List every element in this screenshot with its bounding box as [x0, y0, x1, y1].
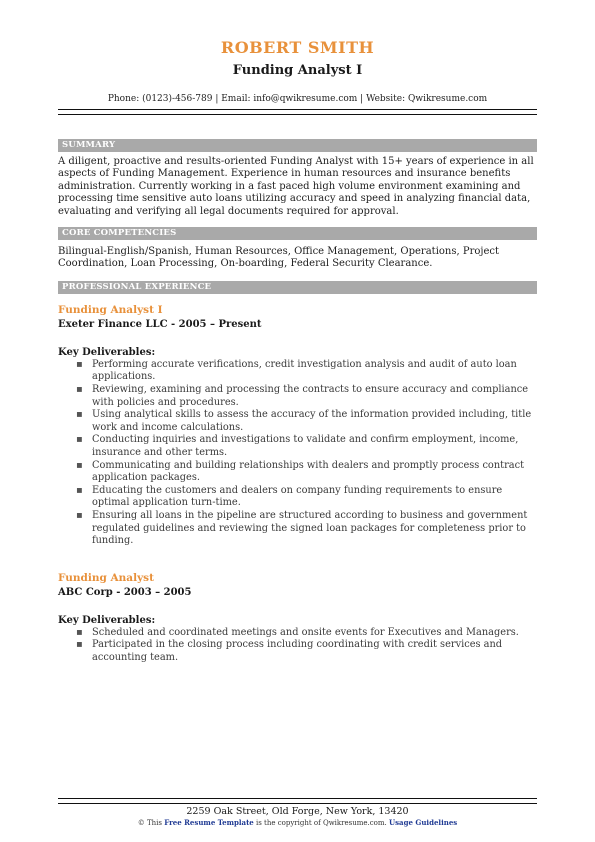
free-resume-template-link[interactable]: Free Resume Template — [164, 818, 254, 827]
competencies-text: Bilingual-English/Spanish, Human Resources, Office Management, Operations, Project Coordination, Loan Processing, On-boarding, Federal Security Clearance. — [58, 246, 500, 270]
copyright-prefix: © This — [137, 819, 165, 827]
bullet-icon: ▪ — [76, 509, 83, 521]
job-title: Funding Analyst I — [58, 303, 163, 316]
bullet-icon: ▪ — [76, 639, 83, 651]
copyright-middle: is the copyright of Qwikresume.com. — [253, 819, 389, 827]
key-deliverables-label: Key Deliverables: — [58, 614, 156, 626]
key-deliverables-label: Key Deliverables: — [58, 346, 156, 358]
competencies-heading: CORE COMPETENCIES — [58, 227, 537, 240]
usage-guidelines-link[interactable]: Usage Guidelines — [388, 818, 458, 827]
list-item — [76, 484, 537, 510]
list-item-text: Ensuring all loans in the pipeline are structured according to business and government regulated guidelines and reviewing the signed loan packages for completeness prior to funding. — [92, 509, 528, 547]
contact-line: Phone: (0123)-456-789 | Email: info@qwikresume.com | Website: Qwikresume.com — [107, 94, 488, 104]
list-item-text: Scheduled and coordinated meetings and onsite events for Executives and Managers. — [92, 626, 519, 638]
list-item-text: Communicating and building relationships with dealers and promptly process contract application packages. — [92, 459, 525, 484]
list-item-text: Participated in the closing process including coordinating with credit services and accounting team. — [92, 639, 503, 663]
list-item — [76, 434, 537, 459]
bullet-icon: ▪ — [76, 626, 83, 638]
bullet-icon: ▪ — [76, 384, 83, 396]
summary-heading: SUMMARY — [58, 139, 537, 152]
list-item — [76, 639, 537, 664]
candidate-title: Funding Analyst I — [232, 63, 363, 78]
bullet-icon: ▪ — [76, 434, 83, 446]
list-item-text: Reviewing, examining and processing the contracts to ensure accuracy and compliance with policies and procedures. — [92, 384, 529, 408]
candidate-name: ROBERT SMITH — [220, 38, 375, 57]
footer-copyright — [0, 818, 595, 828]
deliverables-list — [58, 627, 537, 665]
list-item-text: Performing accurate verifications, credit investigation analysis and audit of auto loan applications. — [92, 358, 517, 383]
job-employer: ABC Corp - 2003 – 2005 — [58, 586, 192, 598]
list-item-text: Using analytical skills to assess the accuracy of the information provided including, title work and income calculations. — [92, 409, 532, 433]
deliverables-list — [58, 359, 537, 548]
bullet-icon: ▪ — [76, 409, 83, 421]
list-item-text: Educating the customers and dealers on company funding requirements to ensure optimal application turn-time. — [92, 484, 503, 509]
job-employer: Exeter Finance LLC - 2005 – Present — [58, 318, 262, 330]
footer-divider — [58, 798, 537, 804]
header-divider — [58, 109, 537, 115]
footer-address: 2259 Oak Street, Old Forge, New York, 13420 — [186, 806, 409, 817]
bullet-icon: ▪ — [76, 459, 83, 471]
summary-text: A diligent, proactive and results-oriented Funding Analyst with 15+ years of experience in all aspects of Funding Management. Experience in human resources and insurance benefits administration. Currently working in a fast paced high volume environment examining and processing time sensitive auto loans utilizing accuracy and speed in analyzing financial data, evaluating and verifying all legal documents required for approval. — [58, 156, 534, 217]
list-item — [76, 626, 537, 640]
job-title: Funding Analyst — [58, 571, 154, 584]
list-item — [76, 459, 537, 485]
list-item-text: Conducting inquiries and investigations to validate and confirm employment, income, insurance and other terms. — [92, 434, 519, 458]
bullet-icon: ▪ — [76, 484, 83, 496]
experience-heading: PROFESSIONAL EXPERIENCE — [58, 281, 537, 294]
list-item — [76, 409, 537, 434]
list-item — [76, 358, 537, 384]
list-item — [76, 384, 537, 409]
bullet-icon: ▪ — [76, 358, 83, 370]
list-item — [76, 509, 537, 548]
